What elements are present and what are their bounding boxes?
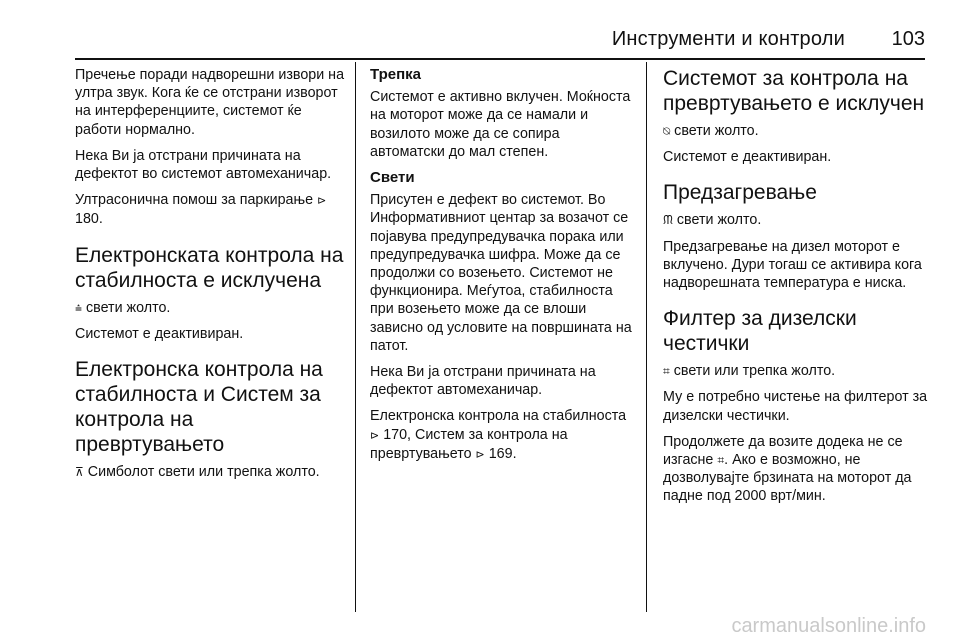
paragraph: ⩮ свети жолто. xyxy=(75,299,171,316)
page-number: 103 xyxy=(891,28,925,50)
paragraph: Ултрасонична помош за паркирање ⊳ 180. xyxy=(75,192,327,228)
section-heading: Електронската контрола на стабилноста е исклучена xyxy=(75,243,344,292)
header-rule xyxy=(75,58,925,60)
paragraph: Присутен е дефект во системот. Во Информативниот центар за возачот се појавува предупредувачка порака или предупредувачка шифра. Може да се продолжи со возењето. Системот не функционира. Меѓутоа, стабилноста при возењето може да се влоши зависно од условите на површината на патот. xyxy=(370,192,632,354)
column-2 xyxy=(370,66,638,472)
column-1 xyxy=(75,66,345,489)
section-heading: Електронска контрола на стабилноста и Систем за контрола на превртувањето xyxy=(75,358,323,457)
paragraph: ⊼ Симболот свети или трепка жолто. xyxy=(75,464,320,481)
paragraph: Продолжете да возите додека не се изгасне ⌗. Ако е возможно, не дозволувајте брзината на моторот да падне под 2000 врт/мин. xyxy=(663,433,912,505)
esc-icon: ⊼ xyxy=(75,465,84,480)
particle-filter-icon: ⌗ xyxy=(663,364,670,379)
paragraph: Предзагревање на дизел моторот е вклучено. Дури тогаш се активира кога надворешната температура е ниска. xyxy=(663,238,922,292)
rollover-off-icon: ⍉ xyxy=(663,124,671,138)
reference-arrow-icon: ⊳ xyxy=(317,195,327,208)
page-header xyxy=(75,22,925,58)
paragraph: Му е потребно чистење на филтерот за дизелски честички. xyxy=(663,389,928,424)
subheading: Трепка xyxy=(370,66,422,83)
subheading: Свети xyxy=(370,169,415,187)
paragraph: ⍉ свети жолто. xyxy=(663,123,759,139)
paragraph: Електронска контрола на стабилноста ⊳ 170, Систем за контрола на превртувањето ⊳ 169. xyxy=(370,408,627,462)
esc-off-icon: ⩮ xyxy=(75,300,83,315)
paragraph: Системот е деактивиран. xyxy=(663,149,832,166)
particle-filter-icon: ⌗ xyxy=(717,453,725,468)
paragraph: Нека Ви ја отстрани причината на дефектот во системот автомеханичар. xyxy=(75,147,332,183)
section-heading: Филтер за дизелски честички xyxy=(663,307,857,356)
paragraph: ᙏ свети жолто. xyxy=(663,212,762,229)
paragraph: Пречење поради надворешни извори на ултра звук. Кога ќе се отстрани изворот на интерференциите, системот ќе работи нормално. xyxy=(75,67,345,138)
column-3 xyxy=(663,66,928,514)
reference-arrow-icon: ⊳ xyxy=(475,448,485,461)
paragraph: Нека Ви ја отстрани причината на дефектот автомеханичар. xyxy=(370,364,596,399)
section-title: Инструменти и контроли xyxy=(611,28,845,50)
reference-arrow-icon: ⊳ xyxy=(370,429,380,442)
section-heading: Предзагревање xyxy=(663,181,817,205)
section-heading: Системот за контрола на превртувањето е исклучен xyxy=(663,67,925,115)
column-divider-1 xyxy=(355,62,356,612)
paragraph: Системот е деактивиран. xyxy=(75,325,244,342)
watermark: carmanualsonline.info xyxy=(731,615,926,637)
preheating-coil-icon: ᙏ xyxy=(663,213,673,228)
column-divider-2 xyxy=(646,62,647,612)
paragraph: Системот е активно вклучен. Моќноста на моторот може да се намали и возилото може да се сопира автоматски до мал степен. xyxy=(370,89,631,160)
paragraph: ⌗ свети или трепка жолто. xyxy=(663,363,836,380)
